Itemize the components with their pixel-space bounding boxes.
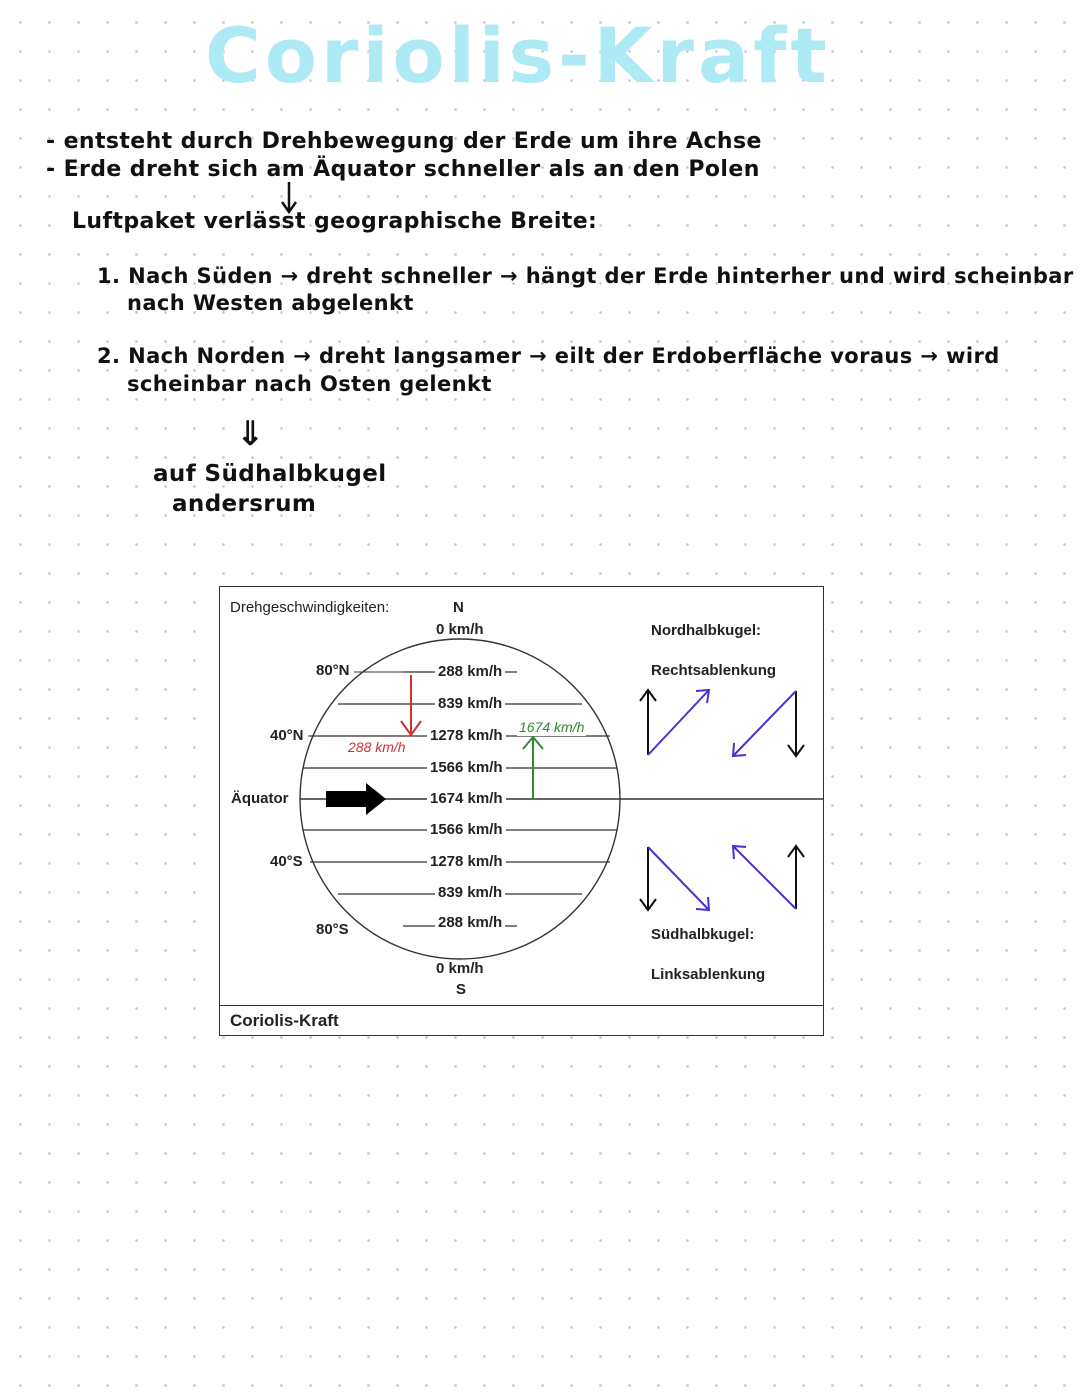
note-item-2-line-1: 2. Nach Norden → dreht langsamer → eilt der Erdoberfläche voraus → wird bbox=[97, 344, 1000, 368]
note-bullet-1: - entsteht durch Drehbewegung der Erde um ihre Achse bbox=[46, 129, 762, 154]
green-arrow-label: 1674 km/h bbox=[519, 719, 585, 735]
page-title: Coriolis-Kraft bbox=[205, 11, 831, 100]
nh-title: Nordhalbkugel: bbox=[651, 622, 762, 639]
lat-label-40n: 40°N bbox=[270, 727, 304, 744]
note-line-3: Luftpaket verlässt geographische Breite: bbox=[72, 209, 598, 234]
note-item-2-line-2: scheinbar nach Osten gelenkt bbox=[127, 372, 492, 396]
note-item-1-line-1: 1. Nach Süden → dreht schneller → hängt der Erde hinterher und wird scheinbar bbox=[97, 264, 1074, 288]
equator-arrow-icon bbox=[326, 783, 386, 815]
sh-deflection-purple-icon bbox=[648, 846, 796, 910]
speed-label: 1278 km/h bbox=[427, 727, 506, 745]
note-south-line-1: auf Südhalbkugel bbox=[153, 461, 387, 487]
pole-speed-south: 0 km/h bbox=[436, 960, 484, 977]
note-bullet-2: - Erde dreht sich am Äquator schneller als an den Polen bbox=[46, 157, 760, 182]
speed-label: 1674 km/h bbox=[427, 790, 506, 808]
nh-deflection-icon bbox=[640, 690, 804, 756]
nh-subtitle: Rechtsablenkung bbox=[651, 662, 777, 679]
speed-label: 1566 km/h bbox=[427, 821, 506, 839]
south-label: S bbox=[456, 981, 467, 998]
figure-caption: Coriolis-Kraft bbox=[220, 1005, 823, 1035]
sh-title: Südhalbkugel: bbox=[651, 926, 755, 943]
note-south-line-2: andersrum bbox=[172, 491, 317, 517]
speed-label: 288 km/h bbox=[435, 663, 505, 681]
red-arrow-label: 288 km/h bbox=[348, 739, 406, 755]
speed-label: 288 km/h bbox=[435, 914, 505, 932]
north-label: N bbox=[453, 599, 464, 616]
nh-deflection-purple-icon bbox=[648, 690, 796, 756]
sh-subtitle: Linksablenkung bbox=[651, 966, 766, 983]
coriolis-figure bbox=[219, 586, 824, 1036]
lat-label-40s: 40°S bbox=[270, 853, 303, 870]
figure-heading: Drehgeschwindigkeiten: bbox=[230, 599, 390, 616]
speed-label: 1278 km/h bbox=[427, 853, 506, 871]
double-down-arrow-icon: ⇓ bbox=[236, 414, 265, 454]
speed-label: 839 km/h bbox=[435, 695, 505, 713]
equator-label: Äquator bbox=[231, 790, 289, 807]
pole-speed-north: 0 km/h bbox=[436, 621, 484, 638]
lat-label-80n: 80°N bbox=[316, 662, 350, 679]
note-item-1-line-2: nach Westen abgelenkt bbox=[127, 291, 414, 315]
speed-label: 839 km/h bbox=[435, 884, 505, 902]
lat-label-80s: 80°S bbox=[316, 921, 349, 938]
speed-label: 1566 km/h bbox=[427, 759, 506, 777]
sh-deflection-icon bbox=[640, 846, 804, 910]
